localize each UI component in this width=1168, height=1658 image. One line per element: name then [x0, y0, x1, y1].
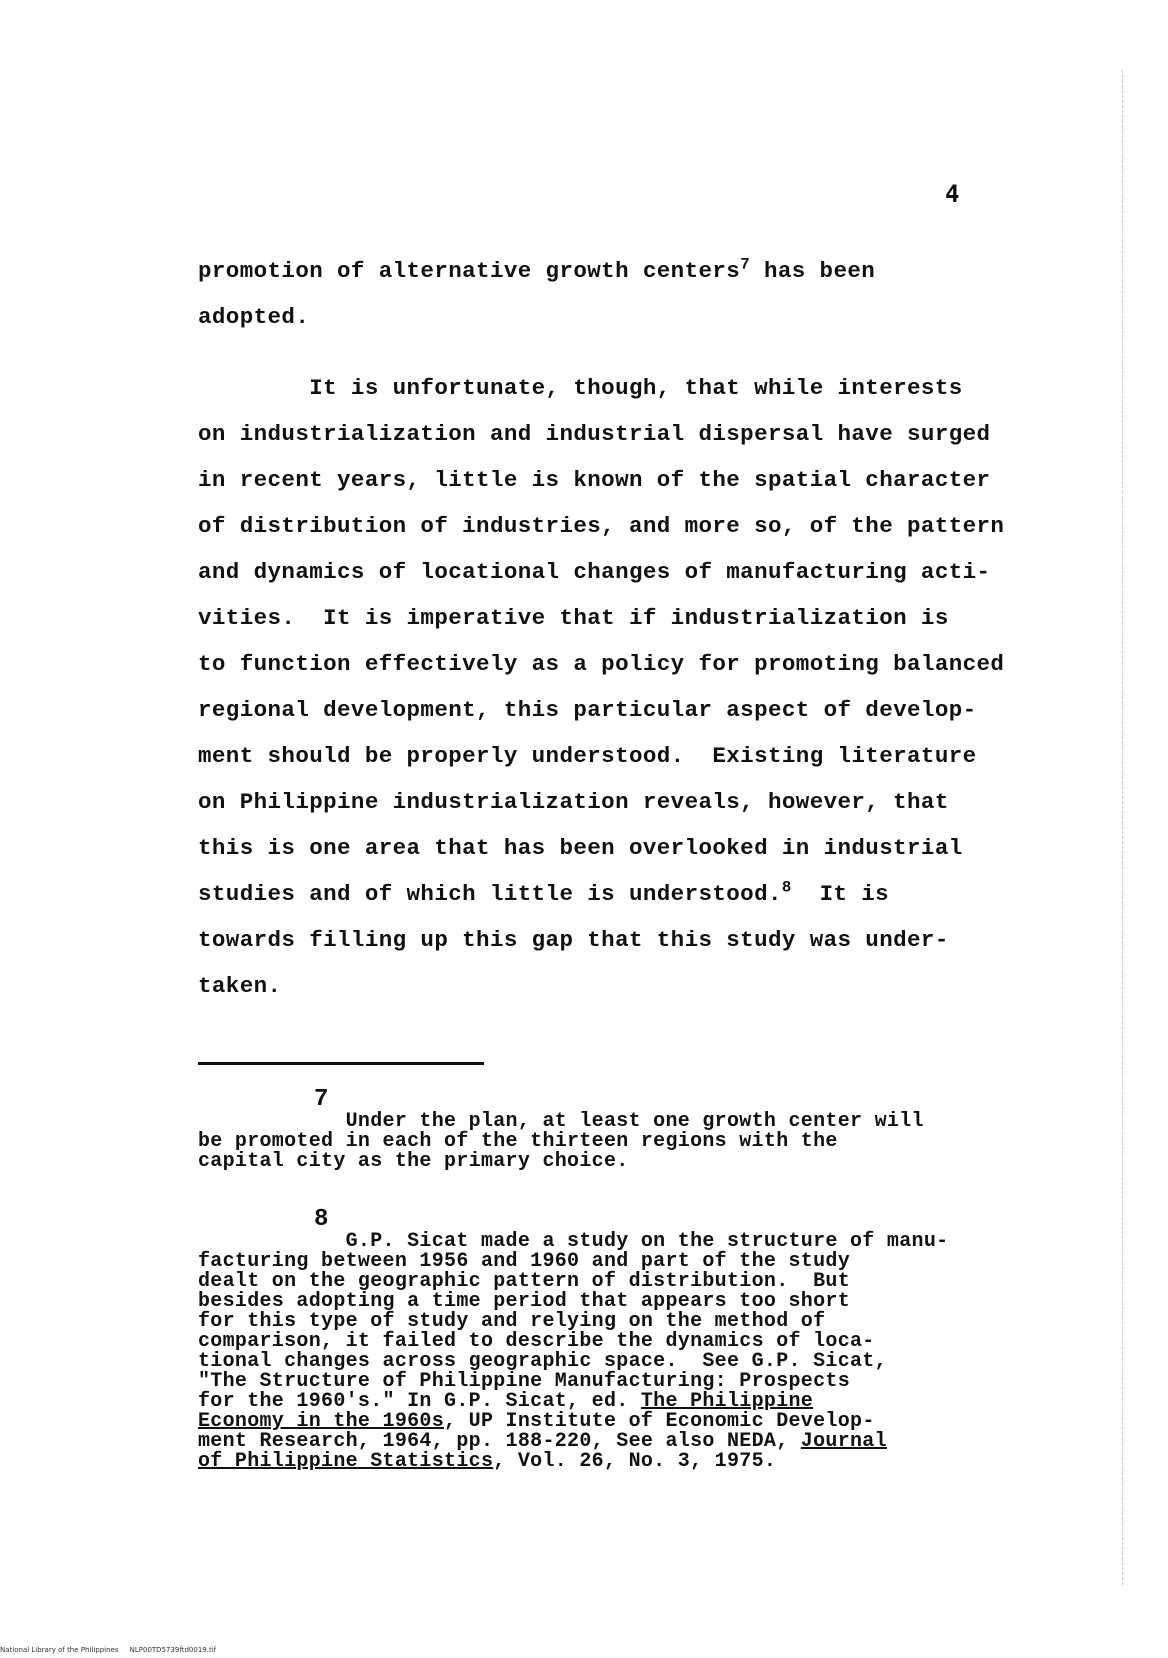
paragraph-2-line: and dynamics of locational changes of manufacturing acti- — [198, 559, 991, 585]
paragraph-2-line: towards filling up this gap that this study was under- — [198, 927, 949, 953]
paragraph-2-line: ment should be properly understood. Existing literature — [198, 743, 977, 769]
paragraph-2-line: taken. — [198, 973, 282, 999]
footnote-line: Economy in the 1960s, UP Institute of Economic Develop- — [198, 1410, 875, 1433]
footnote-line: ment Research, 1964, pp. 188-220, See also NEDA, Journal — [198, 1430, 887, 1453]
footnote-line: for the 1960's." In G.P. Sicat, ed. The Philippine — [198, 1390, 814, 1413]
scan-footer — [0, 1646, 216, 1654]
citation-title: Economy in the 1960s — [198, 1410, 445, 1433]
footnote-line: dealt on the geographic pattern of distribution. But — [198, 1270, 851, 1293]
paragraph-2-line: to function effectively as a policy for promoting balanced — [198, 651, 1005, 677]
citation-title: The Philippine — [640, 1390, 814, 1413]
citation-title: Journal — [800, 1430, 887, 1453]
paragraph-2 — [198, 365, 1018, 1009]
paragraph-2-line: on industrialization and industrial dispersal have surged — [198, 421, 991, 447]
footnote-line: be promoted in each of the thirteen regions with the — [198, 1130, 838, 1153]
footnote-ref-8: 8 — [781, 878, 792, 897]
footnote-line: G.P. Sicat made a study on the structure of manu- — [198, 1230, 949, 1253]
footnote-separator — [198, 1062, 484, 1065]
footnote-8 — [198, 1208, 1018, 1472]
footnote-line: of Philippine Statistics, Vol. 26, No. 3, 1975. — [198, 1450, 777, 1473]
library-credit: National Library of the Philippines — [0, 1646, 119, 1654]
paragraph-2-line: this is one area that has been overlooked in industrial — [198, 835, 963, 861]
footnote-marker: 8 — [314, 1206, 329, 1233]
footnote-marker: 7 — [314, 1086, 329, 1113]
paragraph-2-line: vities. It is imperative that if industrialization is — [198, 605, 949, 631]
paragraph-2-line: of distribution of industries, and more so, of the pattern — [198, 513, 1005, 539]
scan-edge-line — [1122, 70, 1124, 1585]
paragraph-2-line: on Philippine industrialization reveals, however, that — [198, 789, 949, 815]
footnote-line: Under the plan, at least one growth center will — [198, 1110, 924, 1133]
paragraph-1 — [198, 248, 1018, 340]
file-name: NLP00TD5739ftd0019.tif — [129, 1646, 217, 1654]
footnote-line: capital city as the primary choice. — [198, 1150, 629, 1173]
paragraph-1-line: promotion of alternative growth centers$^7$ has been — [198, 255, 876, 284]
footnote-7 — [198, 1088, 1018, 1172]
paragraph-1-line: adopted. — [198, 304, 310, 330]
footnote-line: facturing between 1956 and 1960 and part of the study — [198, 1250, 851, 1273]
citation-title: of Philippine Statistics — [198, 1450, 494, 1473]
paragraph-2-line: in recent years, little is known of the spatial character — [198, 467, 991, 493]
footnote-ref-7: 7 — [740, 255, 751, 274]
paragraph-2-line: regional development, this particular aspect of develop- — [198, 697, 977, 723]
paragraph-2-line: It is unfortunate, though, that while interests — [198, 375, 963, 401]
footnote-line: comparison, it failed to describe the dynamics of loca- — [198, 1330, 875, 1353]
footnote-line: besides adopting a time period that appears too short — [198, 1290, 851, 1313]
page-number: 4 — [945, 180, 960, 208]
paragraph-2-line: studies and of which little is understood.$^8$ It is — [198, 878, 890, 907]
footnote-line: "The Structure of Philippine Manufacturing: Prospects — [198, 1370, 851, 1393]
footnote-line: for this type of study and relying on the method of — [198, 1310, 826, 1333]
footnote-line: tional changes across geographic space. See G.P. Sicat, — [198, 1350, 887, 1373]
